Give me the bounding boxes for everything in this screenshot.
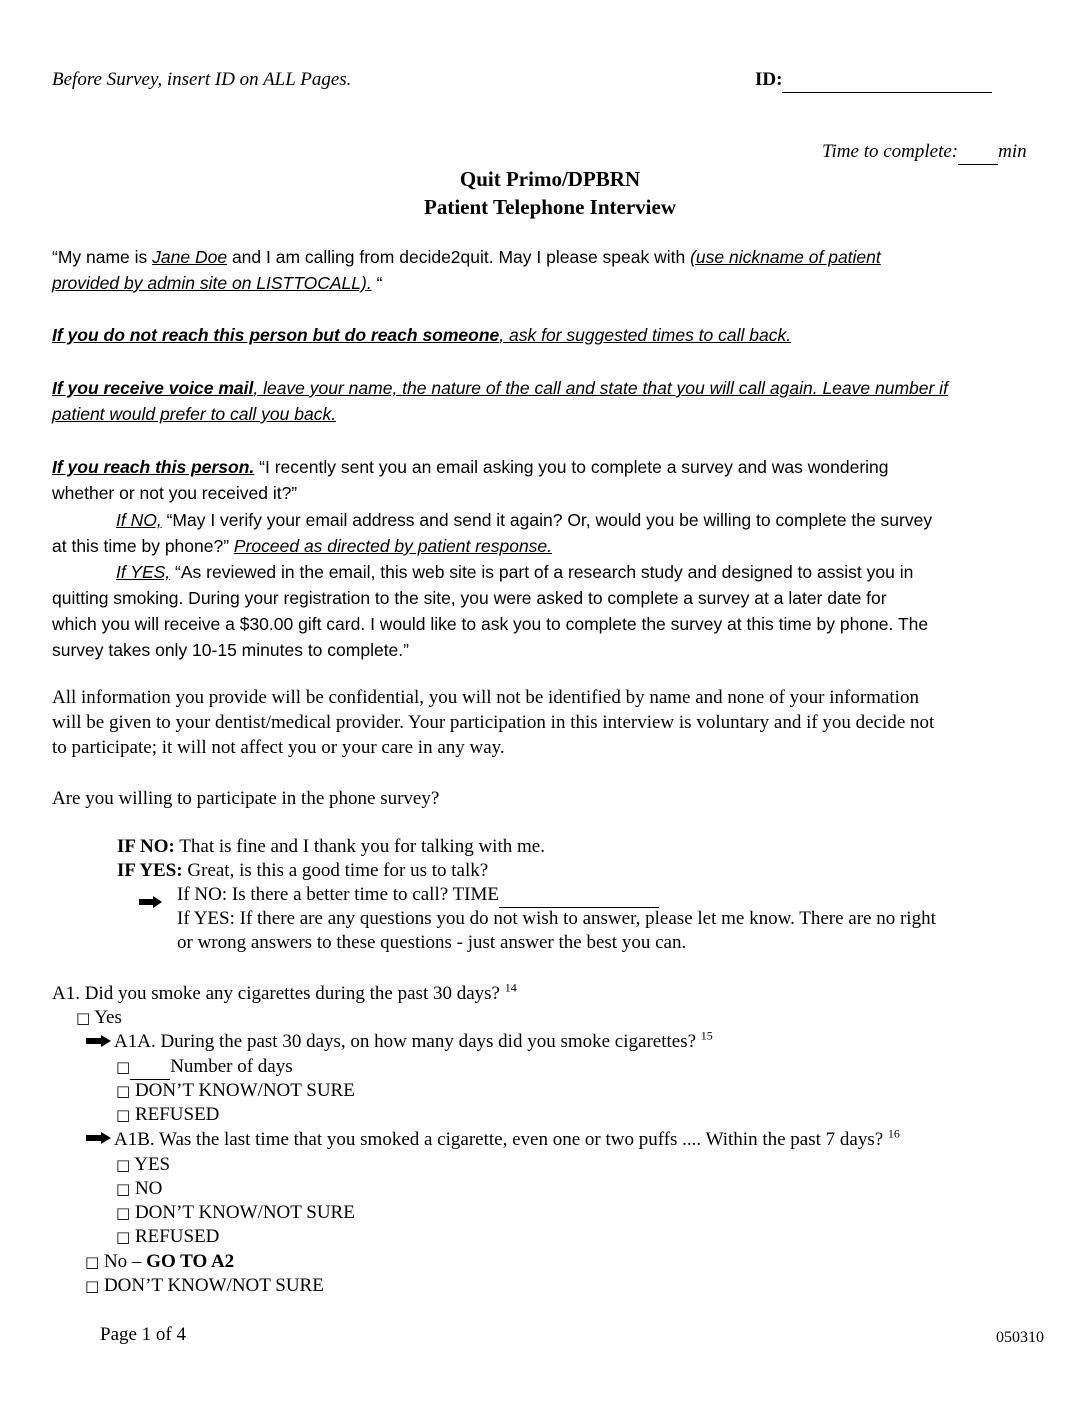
a1-option-dont-know[interactable] bbox=[85, 1274, 324, 1298]
checkbox-icon[interactable]: □ bbox=[116, 1228, 131, 1246]
willing-question: Are you willing to participate in the phone survey? bbox=[52, 788, 440, 809]
a1a-option-days[interactable] bbox=[116, 1055, 293, 1080]
time-blank bbox=[958, 140, 998, 165]
a1b-option-refused[interactable] bbox=[116, 1225, 219, 1249]
question-a1a bbox=[114, 1030, 713, 1054]
sub-if-yes-1: If YES: If there are any questions you do not wish to answer, please let me know. There are no right bbox=[177, 908, 936, 929]
checkbox-icon[interactable]: □ bbox=[116, 1082, 131, 1100]
option-label: DON’T KNOW/NOT SURE bbox=[103, 1275, 324, 1296]
option-label: Yes bbox=[94, 1007, 122, 1028]
a1a-option-refused[interactable] bbox=[116, 1103, 219, 1127]
voicemail-instruction-1 bbox=[52, 375, 948, 401]
page-number: Page 1 of 4 bbox=[100, 1324, 187, 1345]
checkbox-icon[interactable]: □ bbox=[116, 1106, 131, 1124]
if-yes-label: If YES, bbox=[116, 562, 171, 582]
checkbox-icon[interactable]: □ bbox=[76, 1009, 91, 1027]
if-no-text: at this time by phone?” bbox=[52, 536, 234, 556]
question-a1 bbox=[52, 982, 517, 1006]
id-field bbox=[755, 68, 992, 93]
a1-option-yes[interactable] bbox=[76, 1006, 122, 1030]
checkbox-icon[interactable]: □ bbox=[116, 1204, 131, 1222]
option-label: NO bbox=[134, 1178, 163, 1199]
header-instruction: Before Survey, insert ID on ALL Pages. bbox=[52, 69, 352, 90]
question-a1a-text: A1A. During the past 30 days, on how many days did you smoke cigarettes? bbox=[114, 1031, 697, 1052]
reach-text: “I recently sent you an email asking you to complete a survey and was wondering bbox=[254, 457, 889, 477]
option-label: YES bbox=[134, 1154, 171, 1175]
if-yes-line-1 bbox=[116, 559, 913, 585]
sub-if-no bbox=[177, 883, 659, 908]
footnote-ref: 16 bbox=[887, 1126, 900, 1141]
if-yes-response bbox=[117, 859, 488, 883]
checkbox-icon[interactable]: □ bbox=[116, 1156, 131, 1174]
option-label: DON’T KNOW/NOT SURE bbox=[134, 1202, 355, 1223]
no-reach-text: , ask for suggested times to call back. bbox=[499, 325, 792, 345]
arrow-icon bbox=[86, 1034, 112, 1053]
intro-text: “ bbox=[371, 273, 383, 293]
proceed-instruction: Proceed as directed by patient response. bbox=[233, 536, 553, 556]
confidential-line-3: to participate; it will not affect you or your care in any way. bbox=[52, 737, 505, 758]
checkbox-icon[interactable]: □ bbox=[116, 1058, 131, 1076]
a1b-option-yes[interactable] bbox=[116, 1153, 170, 1177]
intro-text: and I am calling from decide2quit. May I please speak with bbox=[227, 247, 691, 267]
if-yes-line-2: quitting smoking. During your registration to the site, you were asked to complete a survey at a later date for bbox=[52, 588, 887, 608]
caller-name: Jane Doe bbox=[152, 247, 228, 267]
days-blank bbox=[130, 1055, 170, 1080]
nickname-instruction: provided by admin site on LISTTOCALL). bbox=[52, 273, 372, 293]
a1-option-no[interactable] bbox=[85, 1250, 234, 1274]
question-a1b bbox=[114, 1128, 900, 1152]
reach-line-1 bbox=[52, 454, 889, 480]
if-no-response-label: IF NO: bbox=[117, 836, 175, 857]
title-line-1: Quit Primo/DPBRN bbox=[459, 167, 641, 191]
if-yes-response-text: Great, is this a good time for us to talk? bbox=[182, 860, 489, 881]
option-label: REFUSED bbox=[134, 1104, 220, 1125]
intro-line-1 bbox=[52, 244, 881, 270]
voicemail-instruction-2: patient would prefer to call you back. bbox=[52, 404, 337, 424]
if-no-text: “May I verify your email address and send it again? Or, would you be willing to complete the survey bbox=[161, 510, 933, 530]
if-yes-line-4: survey takes only 10-15 minutes to complete.” bbox=[52, 640, 409, 660]
a1b-option-dont-know[interactable] bbox=[116, 1201, 355, 1225]
sub-if-no-text: If NO: Is there a better time to call? TIME bbox=[177, 884, 499, 905]
checkbox-icon[interactable]: □ bbox=[85, 1277, 100, 1295]
time-unit: min bbox=[998, 141, 1027, 162]
nickname-instruction: (use nickname of patient bbox=[690, 247, 881, 267]
a1b-option-no[interactable] bbox=[116, 1177, 162, 1201]
option-label: REFUSED bbox=[134, 1226, 220, 1247]
time-label: Time to complete: bbox=[822, 141, 959, 162]
no-reach-label: If you do not reach this person but do reach someone bbox=[52, 325, 500, 345]
id-label: ID: bbox=[755, 69, 783, 90]
footnote-ref: 15 bbox=[700, 1028, 713, 1043]
confidential-line-2: will be given to your dentist/medical provider. Your participation in this interview is voluntary and if you decide not bbox=[52, 712, 935, 733]
arrow-icon bbox=[86, 1131, 112, 1150]
goto-instruction: GO TO A2 bbox=[146, 1251, 235, 1272]
reach-line-2: whether or not you received it?” bbox=[52, 483, 298, 503]
if-yes-text: “As reviewed in the email, this web site is part of a research study and designed to assist you in bbox=[170, 562, 914, 582]
if-yes-response-label: IF YES: bbox=[117, 860, 183, 881]
question-a1-text: A1. Did you smoke any cigarettes during the past 30 days? bbox=[52, 983, 500, 1004]
sub-if-yes-2: or wrong answers to these questions - just answer the best you can. bbox=[177, 932, 687, 953]
footnote-ref: 14 bbox=[504, 980, 517, 995]
voicemail-text: , leave your name, the nature of the call and state that you will call again. Leave number if bbox=[253, 378, 948, 398]
title-line-2: Patient Telephone Interview bbox=[424, 195, 676, 219]
time-to-complete bbox=[822, 140, 1027, 165]
option-label: No – bbox=[103, 1251, 147, 1272]
intro-text: “My name is bbox=[52, 247, 153, 267]
form-code: 050310 bbox=[996, 1329, 1044, 1346]
intro-line-2 bbox=[52, 270, 382, 296]
if-no-response bbox=[117, 835, 545, 859]
confidential-line-1: All information you provide will be confidential, you will not be identified by name and none of your information bbox=[52, 687, 919, 708]
checkbox-icon[interactable]: □ bbox=[116, 1180, 131, 1198]
if-no-label: If NO, bbox=[116, 510, 162, 530]
time-blank-line bbox=[499, 883, 659, 908]
checkbox-icon[interactable]: □ bbox=[85, 1253, 100, 1271]
if-no-line-1 bbox=[116, 507, 932, 533]
option-label: Number of days bbox=[170, 1056, 293, 1077]
if-no-response-text: That is fine and I thank you for talking with me. bbox=[174, 836, 545, 857]
option-label: DON’T KNOW/NOT SURE bbox=[134, 1080, 355, 1101]
no-reach-instruction bbox=[52, 322, 791, 348]
question-a1b-text: A1B. Was the last time that you smoked a cigarette, even one or two puffs .... Within the past 7 days? bbox=[114, 1129, 884, 1150]
id-blank bbox=[782, 68, 992, 93]
reach-label: If you reach this person. bbox=[52, 457, 255, 477]
voicemail-label: If you receive voice mail bbox=[52, 378, 254, 398]
if-no-line-2 bbox=[52, 533, 552, 559]
arrow-icon bbox=[139, 894, 163, 915]
if-yes-line-3: which you will receive a $30.00 gift card. I would like to ask you to complete the survey at this time by phone. The bbox=[52, 614, 929, 634]
a1a-option-dont-know[interactable] bbox=[116, 1079, 355, 1103]
